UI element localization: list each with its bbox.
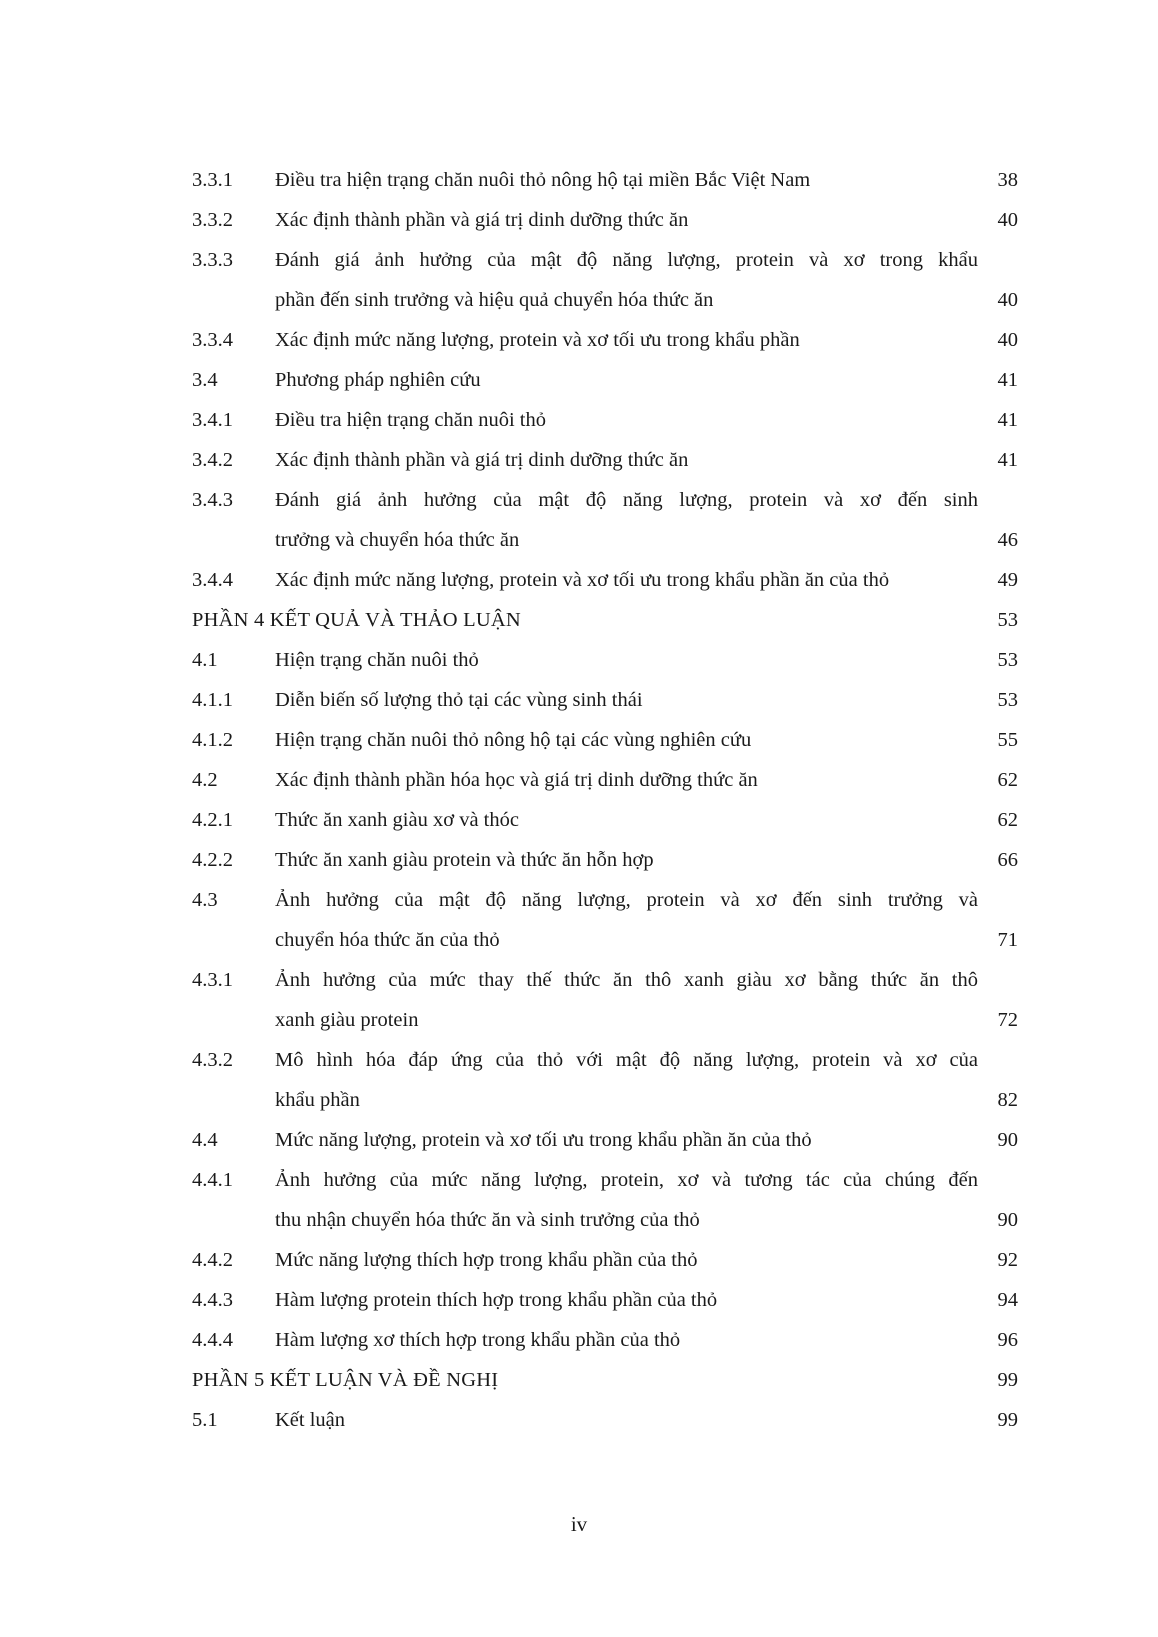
toc-entry-title [275, 320, 978, 360]
toc-entry-number: 3.4.1 [192, 409, 233, 431]
toc-entry-number: 4.4.1 [192, 1169, 233, 1191]
toc-entry-title [275, 840, 978, 880]
toc-entry-title-line: phần đến sinh trưởng và hiệu quả chuyển hóa thức ăn [275, 289, 714, 311]
toc-entry[interactable] [192, 960, 1018, 1040]
toc-entry[interactable] [192, 840, 1018, 880]
toc-entry-title-line: thu nhận chuyển hóa thức ăn và sinh trưởng của thỏ [275, 1209, 700, 1231]
toc-entry-page-number: 90 [997, 1209, 1018, 1231]
toc-entry-page-number: 41 [997, 449, 1018, 471]
toc-entry-title-line: chuyển hóa thức ăn của thỏ [275, 929, 500, 951]
toc-entry-title-line: Hiện trạng chăn nuôi thỏ [275, 649, 479, 671]
toc-entry[interactable] [192, 1040, 1018, 1120]
toc-entry-title [275, 1240, 978, 1280]
toc-entry-title [275, 440, 978, 480]
toc-entry-number: 4.1.1 [192, 689, 233, 711]
toc-entry-title-line: PHẦN 5 KẾT LUẬN VÀ ĐỀ NGHỊ [192, 1369, 499, 1391]
toc-entry-page-number: 46 [997, 529, 1018, 551]
toc-entry-number: 5.1 [192, 1409, 218, 1431]
toc-entry[interactable] [192, 360, 1018, 400]
toc-entry-number: 4.4 [192, 1129, 218, 1151]
toc-entry-number: 4.3.1 [192, 969, 233, 991]
toc-entry-title-line: xanh giàu protein [275, 1009, 419, 1031]
toc-entry-title [275, 960, 1030, 1040]
toc-entry-number: 3.4 [192, 369, 218, 391]
toc-entry-title-line: Xác định thành phần hóa học và giá trị dinh dưỡng thức ăn [275, 769, 758, 791]
toc-entry-number: 3.3.3 [192, 249, 233, 271]
toc-entry-number: 4.1.2 [192, 729, 233, 751]
toc-entry-title [275, 1120, 978, 1160]
toc-entry-title-line: Xác định mức năng lượng, protein và xơ tối ưu trong khẩu phần [275, 329, 800, 351]
toc-entry-page-number: 62 [997, 809, 1018, 831]
toc-entry-title-line: trưởng và chuyển hóa thức ăn [275, 529, 520, 551]
toc-entry-page-number: 41 [997, 369, 1018, 391]
toc-entry[interactable] [192, 320, 1018, 360]
toc-entry-page-number: 40 [997, 289, 1018, 311]
toc-entry-title-line: Xác định thành phần và giá trị dinh dưỡng thức ăn [275, 449, 689, 471]
toc-entry-title-line: Hàm lượng xơ thích hợp trong khẩu phần của thỏ [275, 1329, 681, 1351]
toc-entry-title-line: Điều tra hiện trạng chăn nuôi thỏ [275, 409, 546, 431]
toc-entry-title-line: Thức ăn xanh giàu protein và thức ăn hỗn hợp [275, 849, 654, 871]
toc-entry-page-number: 90 [997, 1129, 1018, 1151]
toc-entry-title-line: Mức năng lượng thích hợp trong khẩu phần của thỏ [275, 1249, 698, 1271]
toc-entry-page-number: 99 [997, 1369, 1018, 1391]
toc-entry-title [275, 1320, 978, 1360]
toc-entry-title-line: Thức ăn xanh giàu xơ và thóc [275, 809, 519, 831]
toc-entry-title-line: Mức năng lượng, protein và xơ tối ưu trong khẩu phần ăn của thỏ [275, 1129, 812, 1151]
toc-entry-page-number: 82 [997, 1089, 1018, 1111]
toc-entry-page-number: 72 [997, 1009, 1018, 1031]
toc-entry-number: 4.2.2 [192, 849, 233, 871]
toc-entry[interactable] [192, 1160, 1018, 1240]
toc-entry-number: 3.4.4 [192, 569, 233, 591]
toc-entry-title [275, 680, 978, 720]
toc-entry-title-line: Ảnh hưởng của mức năng lượng, protein, xơ và tương tác của chúng đến [275, 1169, 978, 1191]
toc-entry-title [275, 1160, 1030, 1240]
toc-entry[interactable] [192, 1240, 1018, 1280]
toc-part-heading[interactable] [192, 600, 1018, 640]
toc-entry-title-line: Kết luận [275, 1409, 346, 1431]
toc-entry-title-line: Xác định thành phần và giá trị dinh dưỡng thức ăn [275, 209, 689, 231]
toc-entry-title [275, 400, 978, 440]
toc-entry-page-number: 94 [997, 1289, 1018, 1311]
toc-entry-number: 3.3.2 [192, 209, 233, 231]
toc-entry-title-line: Ảnh hưởng của mật độ năng lượng, protein và xơ đến sinh trưởng và [275, 889, 978, 911]
toc-entry-page-number: 96 [997, 1329, 1018, 1351]
toc-entry[interactable] [192, 400, 1018, 440]
toc-entry-number: 3.4.2 [192, 449, 233, 471]
toc-entry-title-line: Xác định mức năng lượng, protein và xơ tối ưu trong khẩu phần ăn của thỏ [275, 569, 890, 591]
toc-entry-title [192, 600, 978, 640]
toc-entry-title-line: Hàm lượng protein thích hợp trong khẩu phần của thỏ [275, 1289, 718, 1311]
toc-entry-title [275, 800, 978, 840]
toc-entry-page-number: 92 [997, 1249, 1018, 1271]
toc-entry-title [275, 760, 978, 800]
toc-entry[interactable] [192, 640, 1018, 680]
toc-entry-title [275, 1400, 978, 1440]
page-number: iv [570, 1512, 588, 1536]
toc-entry-page-number: 53 [997, 649, 1018, 671]
toc-entry-title-line: khẩu phần [275, 1089, 360, 1111]
toc-entry-number: 3.4.3 [192, 489, 233, 511]
toc-entry-page-number: 55 [997, 729, 1018, 751]
toc-entry-page-number: 49 [997, 569, 1018, 591]
toc-entry[interactable] [192, 680, 1018, 720]
toc-entry-number: 4.2.1 [192, 809, 233, 831]
toc-entry-page-number: 99 [997, 1409, 1018, 1431]
toc-entry-page-number: 41 [997, 409, 1018, 431]
toc-entry-number: 4.3.2 [192, 1049, 233, 1071]
toc-entry-number: 4.2 [192, 769, 218, 791]
toc-entry-page-number: 40 [997, 209, 1018, 231]
toc-entry-title-line: Diễn biến số lượng thỏ tại các vùng sinh thái [275, 689, 643, 711]
toc-part-heading[interactable] [192, 1360, 1018, 1400]
toc-entry-title [275, 640, 978, 680]
toc-entry-title-line: Điều tra hiện trạng chăn nuôi thỏ nông hộ tại miền Bắc Việt Nam [275, 169, 811, 191]
toc-entry-title [275, 1040, 1030, 1120]
toc-entry-title-line: Ảnh hưởng của mức thay thế thức ăn thô xanh giàu xơ bằng thức ăn thô [275, 969, 978, 991]
toc-entry-number: 4.4.3 [192, 1289, 233, 1311]
toc-entry-title [275, 360, 978, 400]
toc-entry-page-number: 62 [997, 769, 1018, 791]
toc-entry[interactable] [192, 720, 1018, 760]
table-of-contents [192, 160, 1018, 1440]
toc-entry-title [275, 560, 978, 600]
toc-entry-title [275, 480, 1030, 560]
toc-entry-title-line: PHẦN 4 KẾT QUẢ VÀ THẢO LUẬN [192, 609, 521, 631]
toc-entry-title-line: Đánh giá ảnh hưởng của mật độ năng lượng, protein và xơ đến sinh [275, 489, 978, 511]
toc-entry[interactable] [192, 1320, 1018, 1360]
toc-entry-title [275, 240, 1030, 320]
toc-entry-number: 3.3.4 [192, 329, 233, 351]
toc-entry-page-number: 71 [997, 929, 1018, 951]
toc-entry[interactable] [192, 240, 1018, 320]
toc-entry[interactable] [192, 800, 1018, 840]
toc-entry[interactable] [192, 760, 1018, 800]
toc-entry[interactable] [192, 1120, 1018, 1160]
toc-entry-number: 3.3.1 [192, 169, 233, 191]
toc-entry-number: 4.4.2 [192, 1249, 233, 1271]
toc-entry[interactable] [192, 1280, 1018, 1320]
toc-entry-title [192, 1360, 978, 1400]
toc-entry-title [275, 1280, 978, 1320]
toc-entry-page-number: 53 [997, 689, 1018, 711]
toc-entry[interactable] [192, 560, 1018, 600]
toc-entry-number: 4.1 [192, 649, 218, 671]
toc-entry-title-line: Mô hình hóa đáp ứng của thỏ với mật độ năng lượng, protein và xơ của [275, 1049, 978, 1071]
toc-entry[interactable] [192, 880, 1018, 960]
toc-entry-title-line: Hiện trạng chăn nuôi thỏ nông hộ tại các vùng nghiên cứu [275, 729, 752, 751]
toc-entry-page-number: 38 [997, 169, 1018, 191]
toc-entry-title [275, 720, 978, 760]
toc-entry[interactable] [192, 200, 1018, 240]
toc-entry-page-number: 53 [997, 609, 1018, 631]
toc-entry[interactable] [192, 440, 1018, 480]
toc-entry-number: 4.3 [192, 889, 218, 911]
toc-entry[interactable] [192, 160, 1018, 200]
toc-entry-number: 4.4.4 [192, 1329, 233, 1351]
toc-entry-page-number: 40 [997, 329, 1018, 351]
toc-entry-title-line: Phương pháp nghiên cứu [275, 369, 481, 391]
toc-entry[interactable] [192, 1400, 1018, 1440]
toc-entry-title-line: Đánh giá ảnh hưởng của mật độ năng lượng, protein và xơ trong khẩu [275, 249, 978, 271]
toc-entry[interactable] [192, 480, 1018, 560]
toc-entry-title [275, 200, 978, 240]
toc-entry-title [275, 880, 1030, 960]
toc-entry-page-number: 66 [997, 849, 1018, 871]
toc-entry-title [275, 160, 978, 200]
